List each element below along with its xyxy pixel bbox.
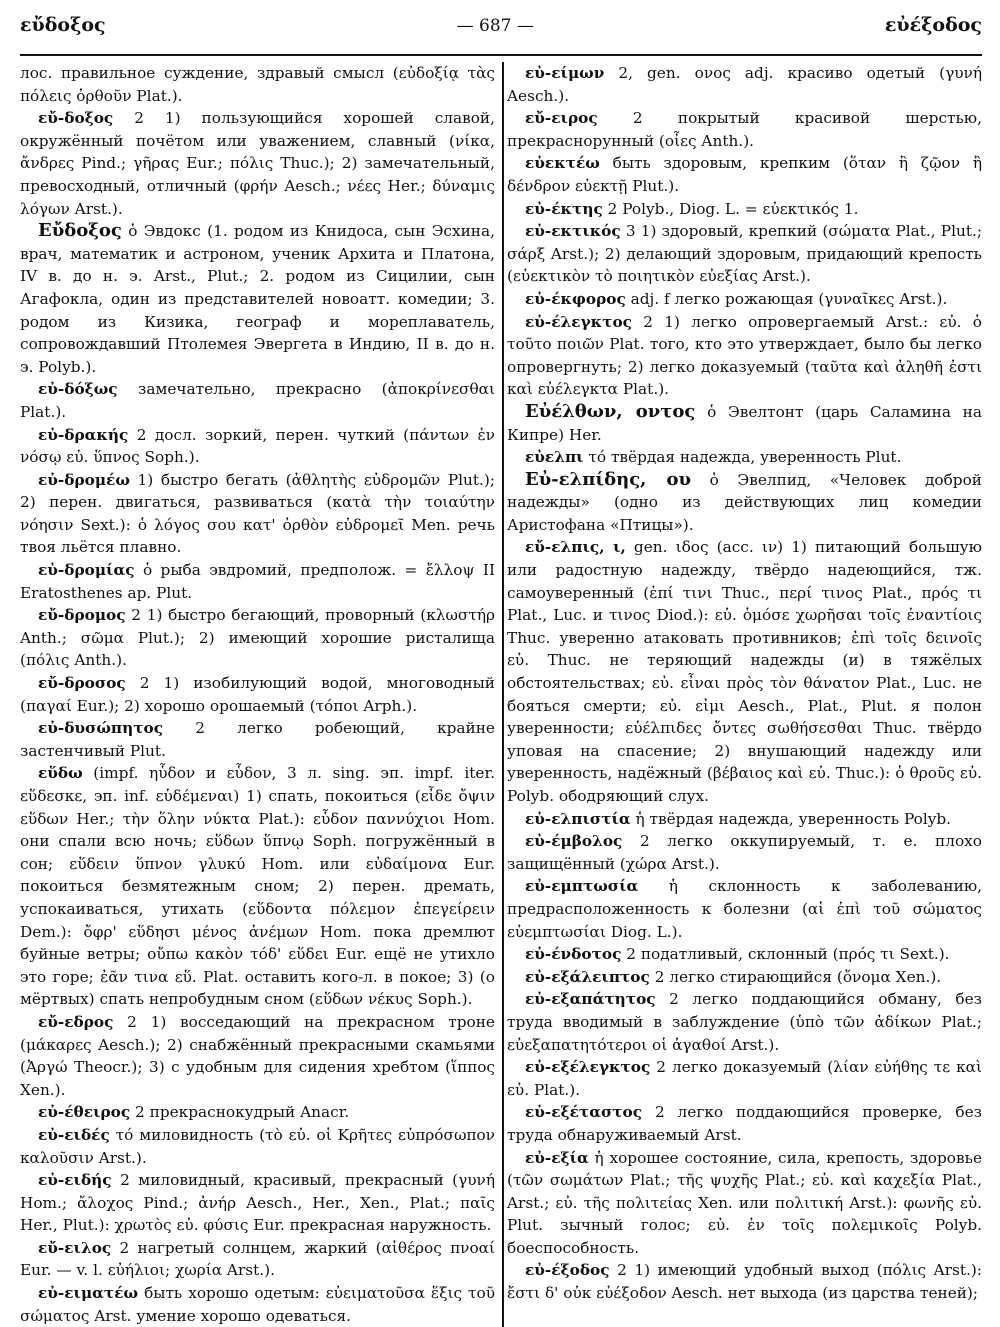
entry-definition: лос. правильное суждение, здравый смысл (εὐδοξίᾳ τὰς πόλεις ὀρθοῦν Plat.). bbox=[20, 64, 495, 105]
entry-headword: εὐ-δόξως bbox=[38, 380, 118, 399]
page-number: — 687 — bbox=[456, 16, 534, 36]
entry-headword: εὔ-ελπις, ι, bbox=[525, 538, 626, 557]
dictionary-entry bbox=[507, 988, 982, 1056]
entry-definition: ὁ Эвдокс (1. родом из Книдоса, сын Эсхина, врач, математик и астроном, ученик Архита и Платона, IV в. до н. э. Arst., Plut.; 2. родом из Сицилии, сын Агафокла, один из представителей новоатт. комедии; 3. родом из Кизика, географ и мореплаватель, сопровождавший Птолемея Эвергета в Индию, II в. до н. э. Polyb.). bbox=[20, 222, 495, 376]
entry-definition: 2, gen. ονος adj. красиво одетый (γυνή Aesch.). bbox=[507, 64, 982, 105]
dictionary-entry bbox=[20, 220, 495, 378]
entry-headword: εὐ-εκτικός bbox=[525, 222, 621, 241]
entry-headword: εὐ-έκτης bbox=[525, 199, 603, 218]
dictionary-entry bbox=[20, 672, 495, 717]
entry-headword: Εὔδοξος bbox=[38, 220, 122, 242]
entry-headword: εὐ-ειματέω bbox=[38, 1284, 139, 1303]
entry-headword: εὔ-δροσος bbox=[38, 674, 126, 693]
entry-headword: Εὐέλθων, οντος bbox=[525, 400, 696, 422]
dictionary-entry bbox=[507, 966, 982, 989]
entry-headword: εὐ-έξοδος bbox=[525, 1261, 610, 1280]
page-header bbox=[20, 14, 982, 56]
entry-headword: εὐ-δρομέω bbox=[38, 470, 130, 489]
entry-definition: (impf. ηὗδον и εὗδον, 3 л. sing. эп. impf. iter. εὕδεσκε, эп. inf. εὑδέμεναι) 1) спать, покоиться (εἶδε ὄψιν εὕδων Her.; τὴν ὅλην νύκτα Plat.): εὗδον παννύχιοι Hom. они спали всю ночь; εὕδων ὕπνῳ Soph. погружённый в сон; εὕδειν ὕπνον γλυκύ Hom. или εὐδαίμονα Eur. покоиться безмятежным сном; 2) перен. дремать, успокаиваться, утихать (εὕδοντα πόλεμον ἐπεγείρειν Dem.): ὄφρ' εὕδησι μένος ἀνέμων Hom. пока дремлют буйные ветры; οὔπω κακὸν τόδ' εὕδει Eur. ещё не утихло это горе; ἐᾶν τινα εὕ. Plat. оставить кого-л. в покое; 3) (о мёртвых) спать непробудным сном (εὕδων νέκυς Soph.). bbox=[20, 764, 495, 1009]
entry-headword: εὔ-ειρος bbox=[525, 109, 598, 128]
dictionary-entry bbox=[20, 559, 495, 604]
column-divider bbox=[502, 62, 504, 1327]
dictionary-entry bbox=[507, 311, 982, 401]
entry-definition: gen. ιδος (acc. ιν) 1) питающий большую или радостную надежду, твёрдо надеющийся, тж. самоуверенный (ἐπί τινι Thuc., περί τινος Plat., πρός τι Plat., Luc. и τινος Diod.): εὐ. ὁμόσε χωρῆσαι τοῖς ἐναντίοις Thuc. уверенно атаковать противников; ἐπὶ τοῖς δεινοῖς εὐ. Thuc. не теряющий надежды (и) в тяжёлых обстоятельствах; εὐ. εἶναι πρὸς τὸν θάνατον Plat., Luc. не бояться смерти; εὐ. εἰμι Aesch., Plat., Plut. я полон уверенности; εὐέλπιδες ὄντες σωθήσεσθαι Thuc. твёрдо уповая на спасение; 2) внушающий надежду или уверенность, надёжный (βέβαιος καὶ εὐ. Thuc.): ὁ θροῦς εὐ. Polyb. ободряющий слух. bbox=[507, 538, 982, 805]
entry-definition: 2 легко робеющий, крайне застенчивый Plut. bbox=[20, 719, 495, 760]
dictionary-entry bbox=[507, 446, 982, 469]
entry-headword: εὔ-δοξος bbox=[38, 109, 114, 128]
dictionary-entry bbox=[507, 808, 982, 831]
entry-definition: τό миловидность (τὸ εὐ. οἱ Κρῆτες εὐπρόσωπον καλοῦσιν Arst.). bbox=[20, 1125, 495, 1167]
entry-definition: ἡ хорошее состояние, сила, крепость, здоровье (τῶν σωμάτων Plat.; τῆς ψυχῆς Plat.; εὐ. καὶ καχεξία Plat., Arst.; εὐ. τῆς πολιτείας Xen. или πολιτική Arst.): φωνῆς εὐ. Plut. зычный голос; εὐ. ἐν τοῖς πολεμικοῖς Polyb. боеспособность. bbox=[507, 1148, 982, 1257]
entry-definition: 2 Polyb., Diog. L. = εὐεκτικός 1. bbox=[607, 199, 859, 218]
dictionary-entry bbox=[20, 717, 495, 762]
entry-headword: εὔ-εδρος bbox=[38, 1012, 114, 1031]
entry-headword: Εὐ-ελπίδης, ου bbox=[525, 468, 691, 490]
entry-definition: 2 легко стирающийся (ὄνομα Xen.). bbox=[654, 967, 942, 986]
entry-headword: εὐ-εξέταστος bbox=[525, 1103, 643, 1122]
entry-headword: εὐ-δρομίας bbox=[38, 561, 135, 580]
entry-definition: 2 податливый, склонный (πρός τι Sext.). bbox=[626, 945, 950, 964]
entry-definition: 2 1) легко опровергаемый Arst.: εὐ. ὁ τοῦτο ποιῶν Plat. того, кто это утверждает, было бы легко опровергнуть; 2) легко доказуемый (ταῦτα καὶ ἀληθῆ ἐστι καὶ εὐέλεγκτα Plat.). bbox=[507, 312, 982, 399]
entry-definition: ἡ твёрдая надежда, уверенность Polyb. bbox=[635, 809, 952, 828]
dictionary-entry bbox=[20, 604, 495, 672]
entry-headword: εὐ-ειδής bbox=[38, 1171, 112, 1190]
entry-headword: εὐ-εξέλεγκτος bbox=[525, 1058, 651, 1077]
entry-headword: εὐ-ένδοτος bbox=[525, 945, 622, 964]
entry-headword: εὐ-δυσώπητος bbox=[38, 719, 164, 738]
entry-headword: εὐ-ελπιστία bbox=[525, 809, 631, 828]
entry-definition: adj. f легко рожающая (γυναῖκες Arst.). bbox=[630, 289, 948, 308]
two-column-body bbox=[20, 62, 982, 1327]
dictionary-entry bbox=[20, 469, 495, 559]
entry-definition: 2 легко поддающийся обману, без труда вводимый в заблуждение (ὑπὸ τῶν ἀδίκων Plat.; εὐεξαπατητότεροι οἱ ἀγαθοί Arst.). bbox=[507, 990, 982, 1054]
entry-headword: εὕδω bbox=[38, 764, 83, 783]
dictionary-entry bbox=[507, 943, 982, 966]
dictionary-entry bbox=[507, 875, 982, 943]
dictionary-entry bbox=[20, 1011, 495, 1101]
entry-headword: εὐ-εμπτωσία bbox=[525, 877, 639, 896]
entry-headword: εὐ-ειδές bbox=[38, 1125, 110, 1144]
entry-headword: εὐ-εξάλειπτος bbox=[525, 967, 650, 986]
entry-definition: 2 покрытый красивой шерстью, прекраснорунный (οἶες Anth.). bbox=[507, 109, 982, 150]
dictionary-entry bbox=[507, 198, 982, 221]
right-column bbox=[507, 62, 982, 1327]
entry-definition: 2 легко оккупируемый, т. е. плохо защищённый (χώρα Arst.). bbox=[507, 832, 982, 873]
dictionary-entry bbox=[507, 401, 982, 446]
dictionary-entry bbox=[507, 1056, 982, 1101]
dictionary-entry bbox=[20, 762, 495, 1011]
entry-definition: 2 1) имеющий удобный выход (πόλις Arst.): ἔστι δ' οὐκ εὐέξοδον Aesch. нет выхода (из царства теней); bbox=[507, 1261, 982, 1303]
dictionary-entry bbox=[20, 424, 495, 469]
left-running-headword: εὔδοξος bbox=[20, 14, 106, 36]
entry-definition: 2 1) быстро бегающий, проворный (κλωστήρ Anth.; σῶμα Plut.); 2) имеющий хорошие ристалища (πόλις Anth.). bbox=[20, 606, 495, 670]
dictionary-entry bbox=[507, 62, 982, 107]
entry-definition: быть хорошо одетым: εὐειματοῦσα ἕξις τοῦ σώματος Arst. умение хорошо одеваться. bbox=[20, 1284, 495, 1325]
dictionary-entry bbox=[507, 152, 982, 197]
entry-headword: εὐ-έθειρος bbox=[38, 1103, 131, 1122]
entry-headword: εὐ-έκφορος bbox=[525, 289, 626, 308]
dictionary-entry bbox=[507, 220, 982, 288]
dictionary-entry bbox=[20, 1282, 495, 1327]
entry-definition: 2 легко поддающийся проверке, без труда обнаруживаемый Arst. bbox=[507, 1103, 982, 1144]
entry-definition: 2 легко доказуемый (λίαν εὐήθης τε καὶ εὐ. Plat.). bbox=[507, 1058, 982, 1099]
entry-headword: εὐ-έλεγκτος bbox=[525, 312, 632, 331]
dictionary-entry bbox=[507, 536, 982, 807]
entry-definition: τό твёрдая надежда, уверенность Plut. bbox=[588, 448, 902, 467]
entry-headword: εὐεκτέω bbox=[525, 154, 600, 173]
entry-definition: 2 1) изобилующий водой, многоводный (παγαί Eur.); 2) хорошо орошаемый (τόποι Arph.). bbox=[20, 674, 495, 715]
dictionary-entry bbox=[507, 1259, 982, 1304]
entry-definition: 2 нагретый солнцем, жаркий (αἰθέρος πνοαί Eur. — v. l. εὐήλιοι; χωρία Arst.). bbox=[20, 1238, 495, 1280]
entry-headword: εὐ-εξαπάτητος bbox=[525, 990, 656, 1009]
dictionary-entry bbox=[507, 288, 982, 311]
dictionary-entry bbox=[20, 1169, 495, 1237]
dictionary-entry bbox=[20, 1237, 495, 1282]
entry-definition: быть здоровым, крепким (ὅταν ἢ ζῷον ἢ δένδρον εὐεκτῇ Plut.). bbox=[507, 154, 982, 195]
dictionary-entry bbox=[20, 378, 495, 423]
entry-definition: замечательно, прекрасно (ἀποκρίνεσθαι Plat.). bbox=[20, 380, 495, 421]
entry-definition: 2 1) восседающий на прекрасном троне (μάκαρες Aesch.); 2) снабжённый прекрасными скамьями (Ἀργώ Theocr.); 3) с удобным для сидения хребтом (ἵππος Xen.). bbox=[20, 1012, 495, 1099]
dictionary-entry bbox=[507, 1101, 982, 1146]
entry-definition: ὁ Эвелтонт (царь Саламина на Кипре) Her. bbox=[507, 402, 982, 444]
entry-headword: εὐ-δρακής bbox=[38, 425, 129, 444]
dictionary-entry bbox=[507, 107, 982, 152]
entry-headword: εὐ-είμων bbox=[525, 64, 605, 82]
entry-definition: ὁ рыба эвдромий, предполож. = ἔλλοψ II Eratosthenes ap. Plut. bbox=[20, 561, 495, 602]
entry-headword: εὐελπι bbox=[525, 448, 584, 467]
dictionary-entry bbox=[507, 469, 982, 537]
dictionary-entry bbox=[507, 830, 982, 875]
dictionary-entry bbox=[20, 107, 495, 220]
entry-headword: εὔ-δρομος bbox=[38, 606, 126, 625]
entry-definition: ἡ склонность к заболеванию, предрасположенность к болезни (αἱ ἐπὶ τοῦ σώματος εὐεμπτωσίαι Diog. L.). bbox=[507, 877, 982, 941]
entry-definition: 1) быстро бегать (ἀθλητὴς εὐδρομῶν Plut.); 2) перен. двигаться, развиваться (κατὰ τὴν τοιαύτην νόησιν Sext.): ὁ λόγος σου κατ' ὀρθὸν εὐδρομεῖ Men. речь твоя льётся плавно. bbox=[20, 470, 495, 557]
entry-definition: 3 1) здоровый, крепкий (σώματα Plat., Plut.; σάρξ Arst.); 2) делающий здоровым, придающий крепость (εὐεκτικὸν τὸ ποιητικὸν εὐεξίας Arst.). bbox=[507, 222, 982, 286]
entry-headword: εὔ-ειλος bbox=[38, 1238, 112, 1257]
entry-definition: 2 досл. зоркий, перен. чуткий (πάντων ἐν νόσῳ εὐ. ὕπνος Soph.). bbox=[20, 425, 495, 467]
entry-definition: ὁ Эвелпид, «Человек доброй надежды» (одно из действующих лиц комедии Аристофана «Птицы»). bbox=[507, 470, 982, 534]
right-running-headword: εὐέξοδος bbox=[884, 14, 982, 36]
dictionary-entry bbox=[20, 1101, 495, 1124]
entry-definition: 2 прекраснокудрый Anacr. bbox=[135, 1103, 350, 1122]
entry-definition: 2 миловидный, красивый, прекрасный (γυνή Hom.; ἄλοχος Pind.; ἀνήρ Aesch., Her., Xen., Plat.; παῖς Her., Plut.): χρωτὸς εὐ. φύσις Eur. прекрасная наружность. bbox=[20, 1171, 495, 1235]
entry-headword: εὐ-έμβολος bbox=[525, 832, 623, 851]
entry-headword: εὐ-εξία bbox=[525, 1148, 589, 1167]
left-column bbox=[20, 62, 495, 1327]
entry-definition: 2 1) пользующийся хорошей славой, окружённый почётом или уважением, славный (νίκα, ἄνδρες Pind.; γῆρας Eur.; πόλις Thuc.); 2) замечательный, превосходный, отличный (φρήν Aesch.; νέες Her.; δύναμις λόγων Arst.). bbox=[20, 109, 495, 218]
dictionary-entry bbox=[507, 1147, 982, 1260]
dictionary-entry bbox=[20, 62, 495, 107]
dictionary-entry bbox=[20, 1124, 495, 1169]
